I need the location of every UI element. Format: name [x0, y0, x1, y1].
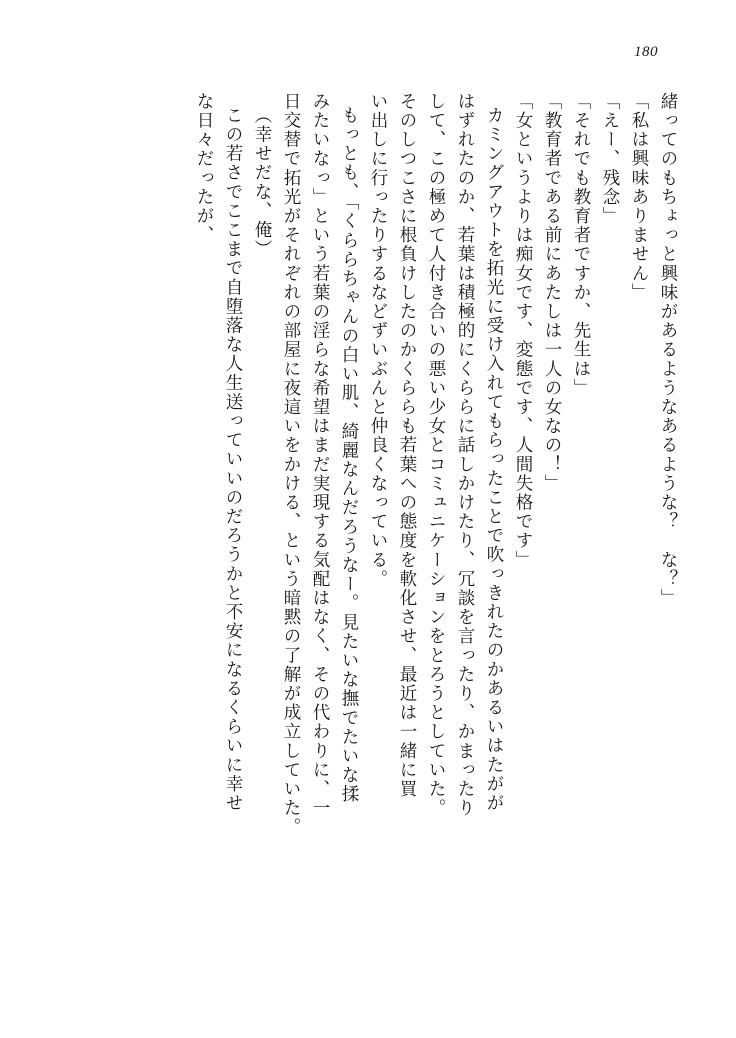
text-column: して、この極めて人付き合いの悪い少女とコミュニケーションをとろうとしていた。: [426, 92, 446, 818]
text-column: カミングアウトを拓光に受け入れてもらったことで吹っきれたのかあるいはたがが: [484, 106, 504, 813]
page-number: 180: [634, 44, 658, 60]
text-column: 「私は興味ありません」: [629, 92, 649, 303]
text-column: （幸せだな、俺）: [252, 106, 272, 259]
text-column: そのしつこさに根負けしたのかくららも若葉への態度を軟化させ、最近は一緒に買: [397, 92, 417, 799]
text-column: この若さでここまで自堕落な人生送っていいのだろうかと不安になるくらいに幸せ: [223, 106, 243, 813]
text-column: 「女というよりは痴女です、変態です、人間失格です」: [513, 92, 533, 570]
text-column: い出しに行ったりするなどずいぶんと仲良くなっている。: [368, 92, 388, 589]
text-column: 日交替で拓光がそれぞれの部屋に夜這いをかける、という暗黙の了解が成立していた。: [281, 92, 301, 837]
text-column: 「それでも教育者ですか、先生は」: [571, 92, 591, 398]
text-column: はずれたのか、若葉は積極的にくららに話しかけたり、冗談を言ったり、かまったり: [455, 92, 475, 818]
text-column: 「教育者である前にあたしは一人の女なの！」: [542, 92, 562, 494]
text-column: 「えー、残念」: [600, 92, 620, 226]
text-column: な日々だったが、: [194, 92, 214, 245]
vertical-text-body: [183, 92, 676, 972]
text-column: もっとも、「くららちゃんの白い肌、綺麗なんだろうなー。見たいな撫でたいな揉: [339, 106, 359, 804]
text-column: 緒ってのもちょっと興味があるようなあるような？ な？」: [658, 92, 678, 608]
text-column: みたいなっ」という若葉の淫らな希望はまだ実現する気配はなく、その代わりに、一: [310, 92, 330, 818]
